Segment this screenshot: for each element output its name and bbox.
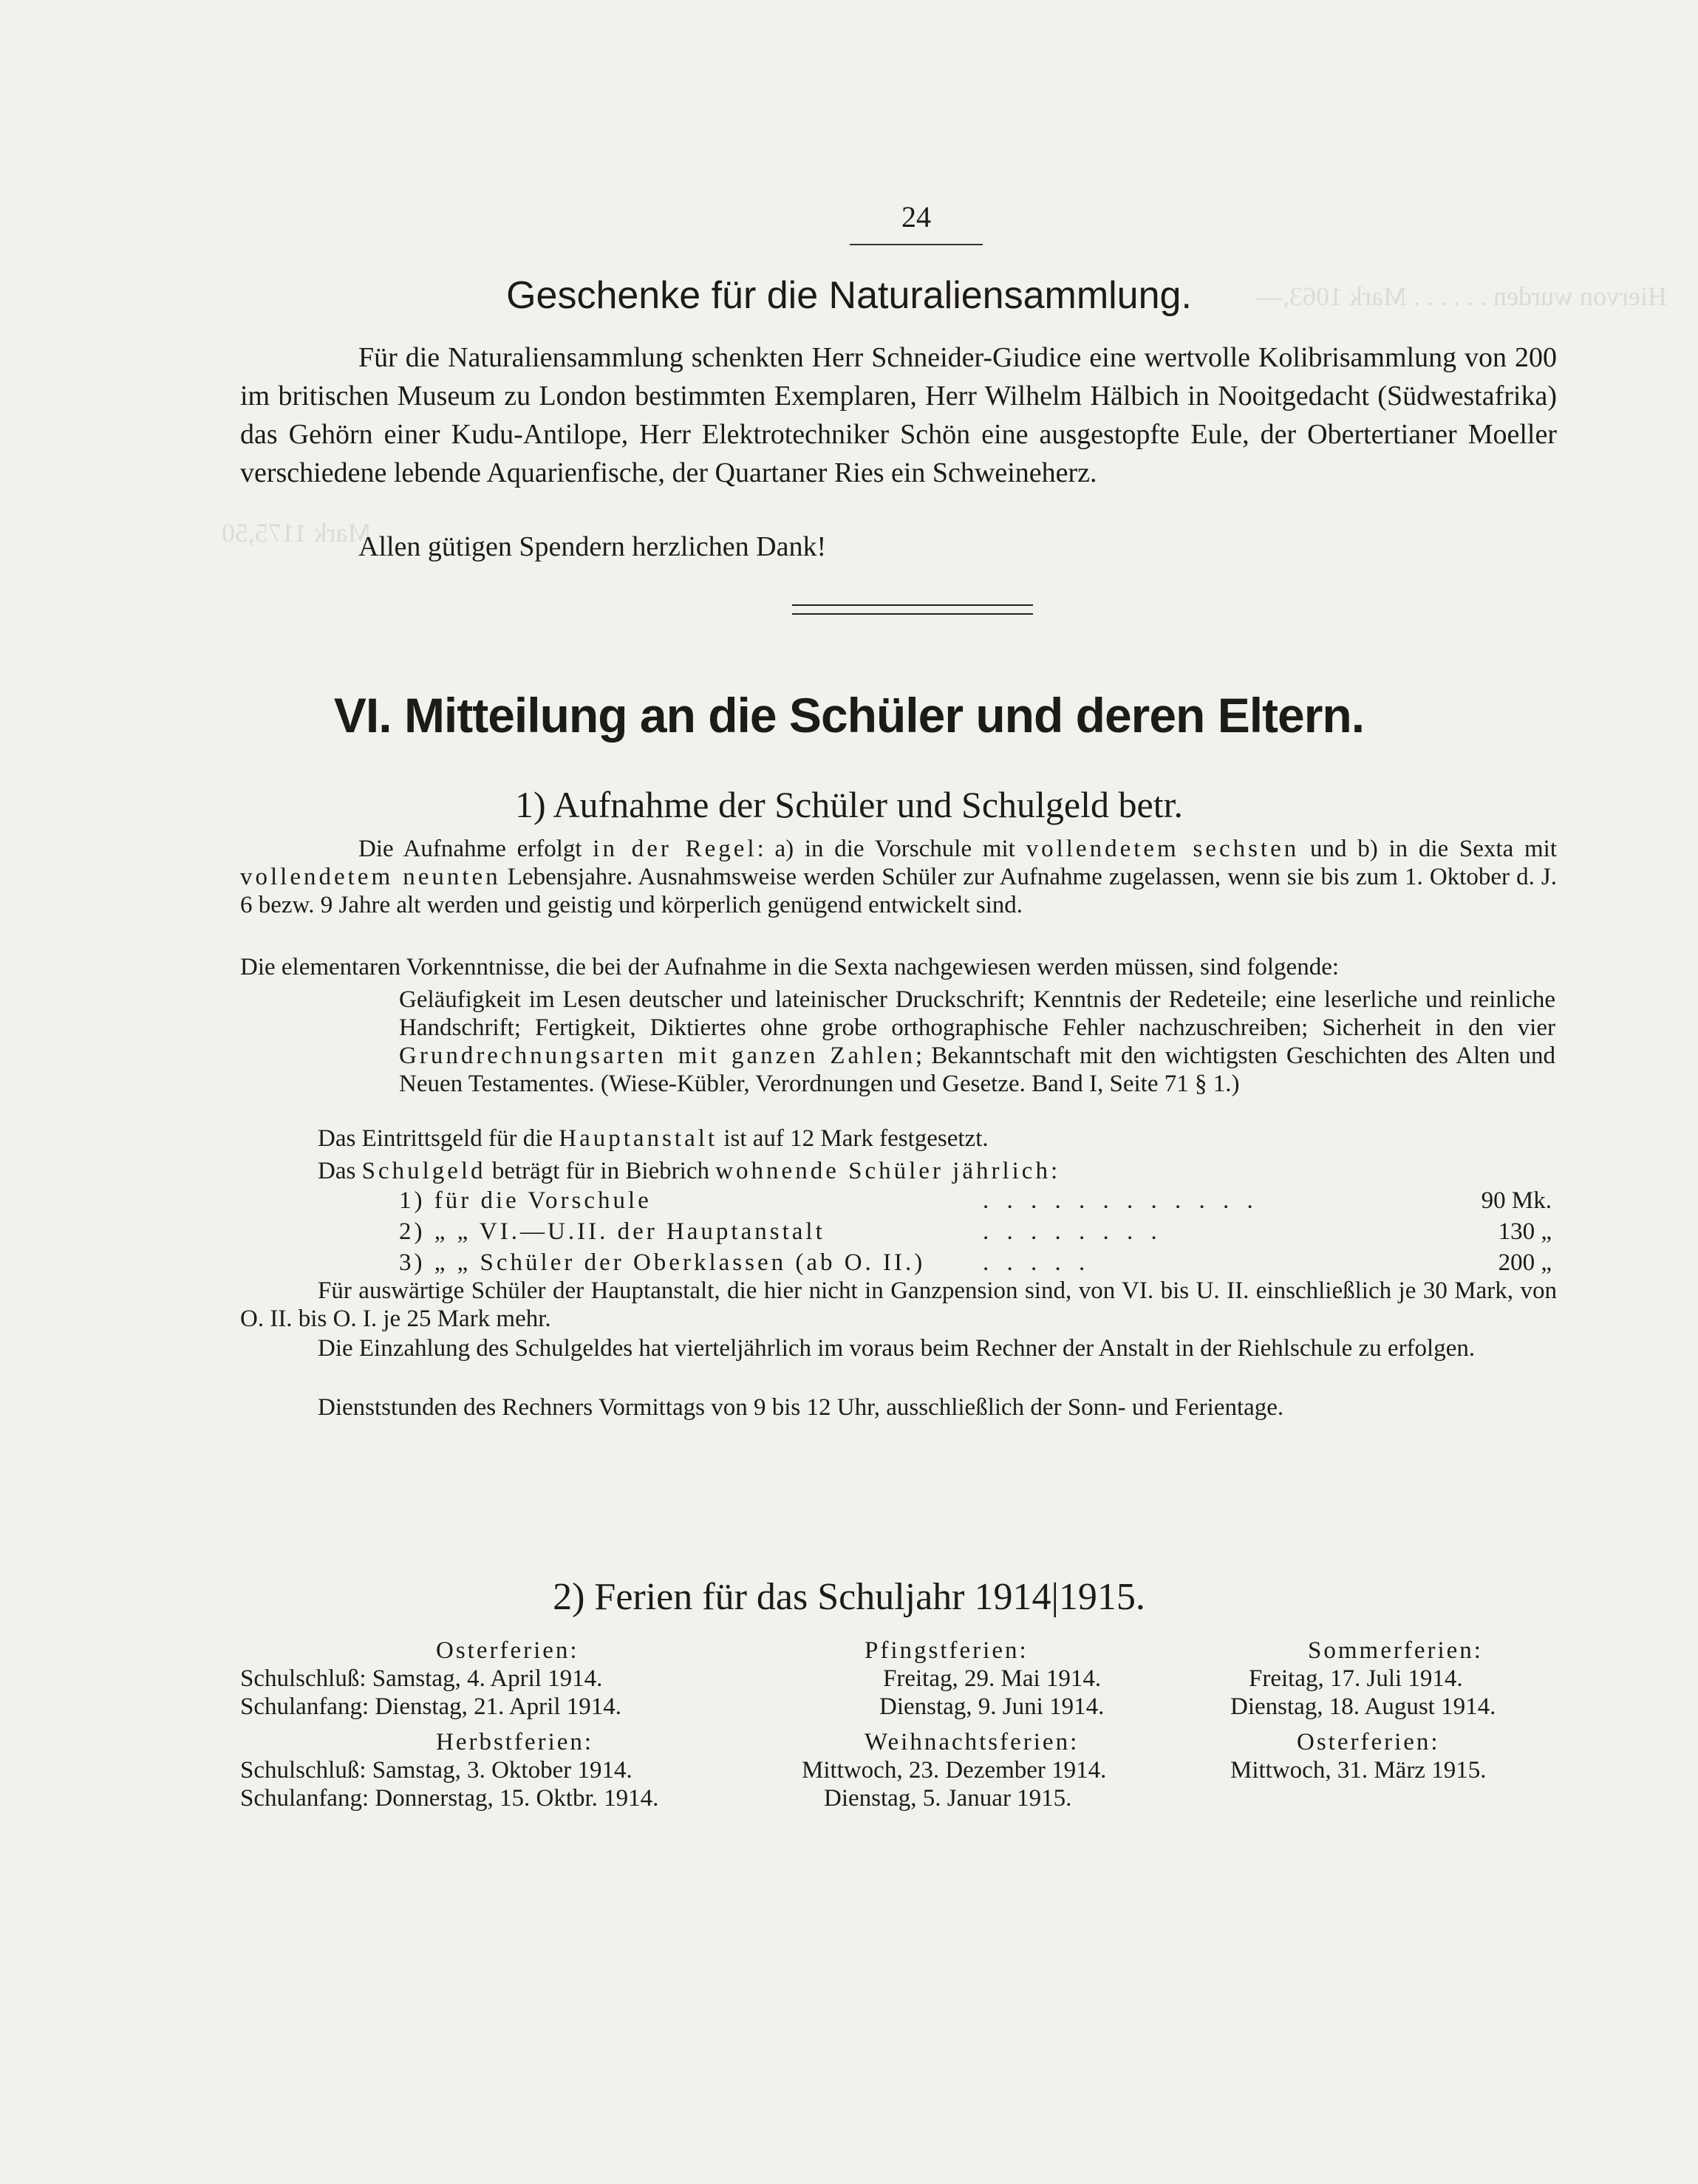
page-number: 24	[901, 200, 931, 233]
fee-amount: 200 „	[1498, 1249, 1552, 1276]
fee-dots: . . . . . . . .	[983, 1218, 1163, 1245]
fee-row	[399, 1218, 1552, 1246]
fee-dots: . . . . . . . . . . . .	[983, 1187, 1259, 1214]
fee-amount: 130 „	[1498, 1218, 1552, 1245]
paragraph-knowledge-list: Geläufigkeit im Lesen deutscher und lateinischer Druckschrift; Kenntnis der Redeteile; eine leserliche und reinliche Handschrift; Fertigkeit, Diktiertes ohne grobe orthographische Fehler nachzuschreiben; Sicherheit in den vier Grundrechnungsarten mit ganzen Zahlen; Bekanntschaft mit den wichtigsten Geschichten des Alten und Neuen Testamentes. (Wiese-Kübler, Verordnungen und Gesetze. Band I, Seite 71 § 1.)	[399, 986, 1556, 1097]
paragraph-donations: Für die Naturaliensammlung schenkten Herr Schneider-Giudice eine wertvolle Kolibrisammlung von 200 im britischen Museum zu London bestimmten Exemplaren, Herr Wilhelm Hälbich in Nooitgedacht (Südwestafrika) das Gehörn einer Kudu-Antilope, Herr Elektrotechniker Schön eine ausgestopfte Eule, der Obertertianer Moeller verschiedene lebende Aquarienfische, der Quartaner Ries ein Schweineherz.	[240, 342, 1557, 488]
subsection-title-ferien: 2) Ferien für das Schuljahr 1914|1915.	[553, 1576, 1145, 1618]
paragraph-office-hours: Dienststunden des Rechners Vormittags von 9 bis 12 Uhr, ausschließlich der Sonn- und Ferientage.	[318, 1394, 1284, 1421]
holiday-date: Freitag, 17. Juli 1914.	[1249, 1665, 1463, 1692]
holiday-header: Weihnachtsferien:	[865, 1729, 1080, 1755]
holiday-header: Osterferien:	[436, 1637, 579, 1664]
paragraph-knowledge: Die elementaren Vorkenntnisse, die bei der Aufnahme in die Sexta nachgewiesen werden müssen, sind folgende:	[240, 954, 1340, 980]
holiday-date: Dienstag, 5. Januar 1915.	[824, 1785, 1072, 1812]
paragraph-payment: Die Einzahlung des Schulgeldes hat vierteljährlich im voraus beim Rechner der Anstalt in der Riehlschule zu erfolgen.	[318, 1335, 1476, 1362]
chapter-title: VI. Mitteilung an die Schüler und deren Eltern.	[333, 688, 1365, 743]
fee-label: 3) „ „ Schüler der Oberklassen (ab O. II.)	[399, 1249, 926, 1276]
holiday-date: Schulschluß: Samstag, 3. Oktober 1914.	[240, 1757, 633, 1784]
section-title-geschenke: Geschenke für die Naturaliensammlung.	[506, 274, 1192, 317]
thanks-line: Allen gütigen Spendern herzlichen Dank!	[358, 531, 827, 562]
paragraph-external-students: Für auswärtige Schüler der Hauptanstalt, die hier nicht in Ganzpension sind, von VI. bis U. II. einschließlich je 30 Mark, von O. II. bis O. I. je 25 Mark mehr.	[240, 1277, 1557, 1332]
holiday-date: Freitag, 29. Mai 1914.	[883, 1665, 1102, 1692]
subsection-title-aufnahme: 1) Aufnahme der Schüler und Schulgeld betr.	[515, 784, 1183, 825]
fee-row	[399, 1249, 1552, 1277]
bleed-through-text: Hiervon wurden . . . . . . Mark 1063,—	[1256, 281, 1667, 311]
holiday-header: Herbstferien:	[436, 1729, 594, 1755]
double-divider	[792, 604, 1033, 615]
holiday-header: Osterferien:	[1297, 1729, 1440, 1755]
paragraph-school-fee: Das Schulgeld beträgt für in Biebrich wohnende Schüler jährlich:	[318, 1158, 1058, 1184]
holiday-date: Mittwoch, 23. Dezember 1914.	[802, 1757, 1107, 1784]
holiday-header: Sommerferien:	[1308, 1637, 1483, 1664]
fee-label: 2) „ „ VI.—U.II. der Hauptanstalt	[399, 1218, 825, 1245]
holiday-header: Pfingstferien:	[865, 1637, 1029, 1664]
fee-row	[399, 1187, 1552, 1215]
fee-dots: . . . . .	[983, 1249, 1091, 1276]
holiday-date: Dienstag, 18. August 1914.	[1230, 1693, 1496, 1720]
fee-amount: 90 Mk.	[1481, 1187, 1552, 1214]
paragraph-entry-fee: Das Eintrittsgeld für die Hauptanstalt ist auf 12 Mark festgesetzt.	[318, 1125, 989, 1152]
holiday-date: Schulanfang: Dienstag, 21. April 1914.	[240, 1693, 622, 1720]
paragraph-admission: Die Aufnahme erfolgt in der Regel: a) in die Vorschule mit vollendetem sechsten und b) in die Sexta mit vollendetem neunten Lebensjahre. Ausnahmsweise werden Schüler zur Aufnahme zugelassen, wenn sie bis zum 1. Oktober d. J. 6 bezw. 9 Jahre alt werden und geistig und körperlich genügend entwickelt sind.	[240, 836, 1558, 918]
page-number-rule	[850, 244, 983, 245]
fee-label: 1) für die Vorschule	[399, 1187, 652, 1214]
holiday-date: Dienstag, 9. Juni 1914.	[879, 1693, 1105, 1720]
holiday-date: Schulanfang: Donnerstag, 15. Oktbr. 1914.	[240, 1785, 659, 1812]
holiday-date: Mittwoch, 31. März 1915.	[1230, 1757, 1487, 1784]
bleed-through-text: Mark 1175,50	[222, 518, 372, 547]
holiday-date: Schulschluß: Samstag, 4. April 1914.	[240, 1665, 603, 1692]
